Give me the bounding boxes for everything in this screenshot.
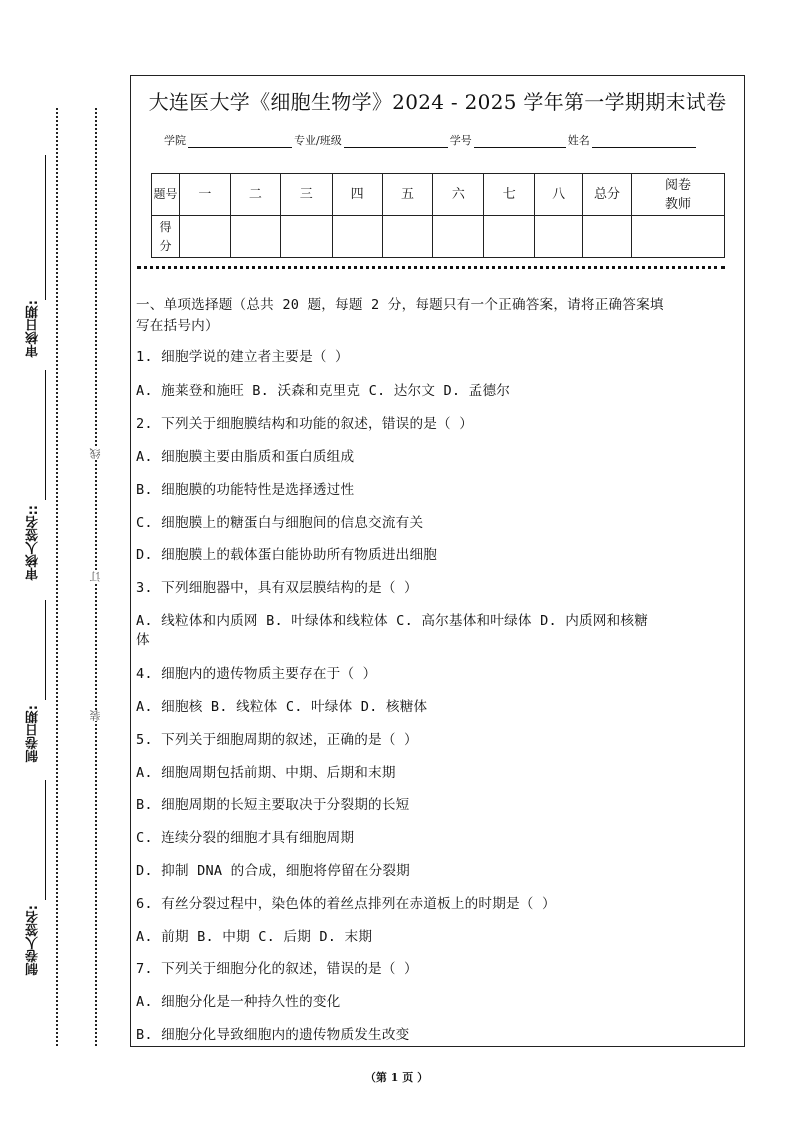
section-heading: 一、单项选择题（总共 20 题，每题 2 分，每题只有一个正确答案，请将正确答案填 [136, 297, 664, 313]
major-field[interactable] [344, 135, 448, 148]
column-header: 六 [433, 174, 484, 216]
score-cell[interactable] [280, 216, 332, 258]
table-row-score [152, 216, 725, 258]
question-stem: 7. 下列关于细胞分化的叙述，错误的是（ ） [136, 961, 418, 977]
score-cell[interactable] [632, 216, 725, 258]
score-cell[interactable] [583, 216, 632, 258]
column-header: 四 [332, 174, 382, 216]
college-label: 学院 [164, 134, 186, 147]
binding-mark-xian: 线 [89, 448, 102, 459]
maker-sign-line [45, 780, 46, 900]
binding-dotted-line-outer [56, 108, 58, 1046]
column-header: 七 [484, 174, 535, 216]
binding-mark-zhuang: 装 [89, 710, 102, 721]
score-cell[interactable] [433, 216, 484, 258]
score-cell[interactable] [179, 216, 230, 258]
answer-option: C. 连续分裂的细胞才具有细胞周期 [136, 830, 355, 846]
section-heading: 写在括号内） [136, 318, 219, 334]
student-info-row [164, 132, 698, 148]
college-field[interactable] [188, 135, 292, 148]
answer-option: A. 施莱登和施旺 B. 沃森和克里克 C. 达尔文 D. 孟德尔 [136, 383, 511, 399]
score-table [151, 173, 725, 258]
question-stem: 4. 细胞内的遗传物质主要存在于（ ） [136, 666, 377, 682]
maker-sign-label: 制卷人签名: [26, 905, 41, 976]
name-label: 姓名 [567, 134, 590, 147]
score-cell[interactable] [382, 216, 433, 258]
review-date-label: 审核日期: [26, 300, 41, 358]
answer-option: B. 细胞膜的功能特性是选择透过性 [136, 482, 355, 498]
exam-title: 大连医大学《细胞生物学》2024 - 2025 学年第一学期期末试卷 [148, 90, 727, 114]
answer-option: B. 细胞分化导致细胞内的遗传物质发生改变 [136, 1027, 410, 1043]
answer-option: A. 细胞核 B. 线粒体 C. 叶绿体 D. 核糖体 [136, 699, 428, 715]
column-header: 五 [382, 174, 433, 216]
binding-mark-ding: 订 [89, 571, 102, 582]
column-header: 八 [535, 174, 583, 216]
major-label: 专业/班级 [294, 134, 342, 147]
answer-option: A. 细胞膜主要由脂质和蛋白质组成 [136, 449, 355, 465]
answer-option: B. 细胞周期的长短主要取决于分裂期的长短 [136, 797, 410, 813]
answer-option: D. 抑制 DNA 的合成，细胞将停留在分裂期 [136, 863, 410, 879]
answer-option: D. 细胞膜上的载体蛋白能协助所有物质进出细胞 [136, 547, 438, 563]
column-header: 一 [179, 174, 230, 216]
row-header: 题号 [152, 174, 180, 216]
page-number: （第 1 页 ） [364, 1071, 429, 1084]
column-header: 三 [280, 174, 332, 216]
question-stem: 1. 细胞学说的建立者主要是（ ） [136, 349, 349, 365]
question-stem: 5. 下列关于细胞周期的叙述，正确的是（ ） [136, 732, 418, 748]
answer-option: A. 细胞分化是一种持久性的变化 [136, 994, 341, 1010]
make-date-line [45, 600, 46, 700]
make-date-label: 制卷日期: [26, 705, 41, 763]
name-field[interactable] [592, 135, 696, 148]
question-stem: 6. 有丝分裂过程中，染色体的着丝点排列在赤道板上的时期是（ ） [136, 896, 556, 912]
score-cell[interactable] [332, 216, 382, 258]
answer-option: A. 细胞周期包括前期、中期、后期和末期 [136, 765, 396, 781]
score-cell[interactable] [535, 216, 583, 258]
column-header: 总分 [583, 174, 632, 216]
question-stem: 2. 下列关于细胞膜结构和功能的叙述，错误的是（ ） [136, 416, 473, 432]
column-header: 阅卷教师 [632, 174, 725, 216]
column-header: 二 [230, 174, 280, 216]
student-id-label: 学号 [449, 134, 472, 147]
reviewer-sign-line [45, 370, 46, 500]
section-divider [137, 266, 725, 269]
question-stem: 3. 下列细胞器中，具有双层膜结构的是（ ） [136, 580, 418, 596]
answer-option: C. 细胞膜上的糖蛋白与细胞间的信息交流有关 [136, 515, 424, 531]
review-date-line [45, 155, 46, 300]
answer-option: A. 线粒体和内质网 B. 叶绿体和线粒体 C. 高尔基体和叶绿体 D. 内质网和核糖 [136, 613, 648, 629]
score-cell[interactable] [230, 216, 280, 258]
score-cell[interactable] [484, 216, 535, 258]
answer-option: A. 前期 B. 中期 C. 后期 D. 末期 [136, 929, 373, 945]
reviewer-sign-label: 审核人签名:: [26, 505, 41, 581]
row-header: 得分 [152, 216, 180, 258]
answer-option: 体 [136, 632, 150, 648]
student-id-field[interactable] [474, 135, 566, 148]
table-row-question-number [152, 174, 725, 216]
